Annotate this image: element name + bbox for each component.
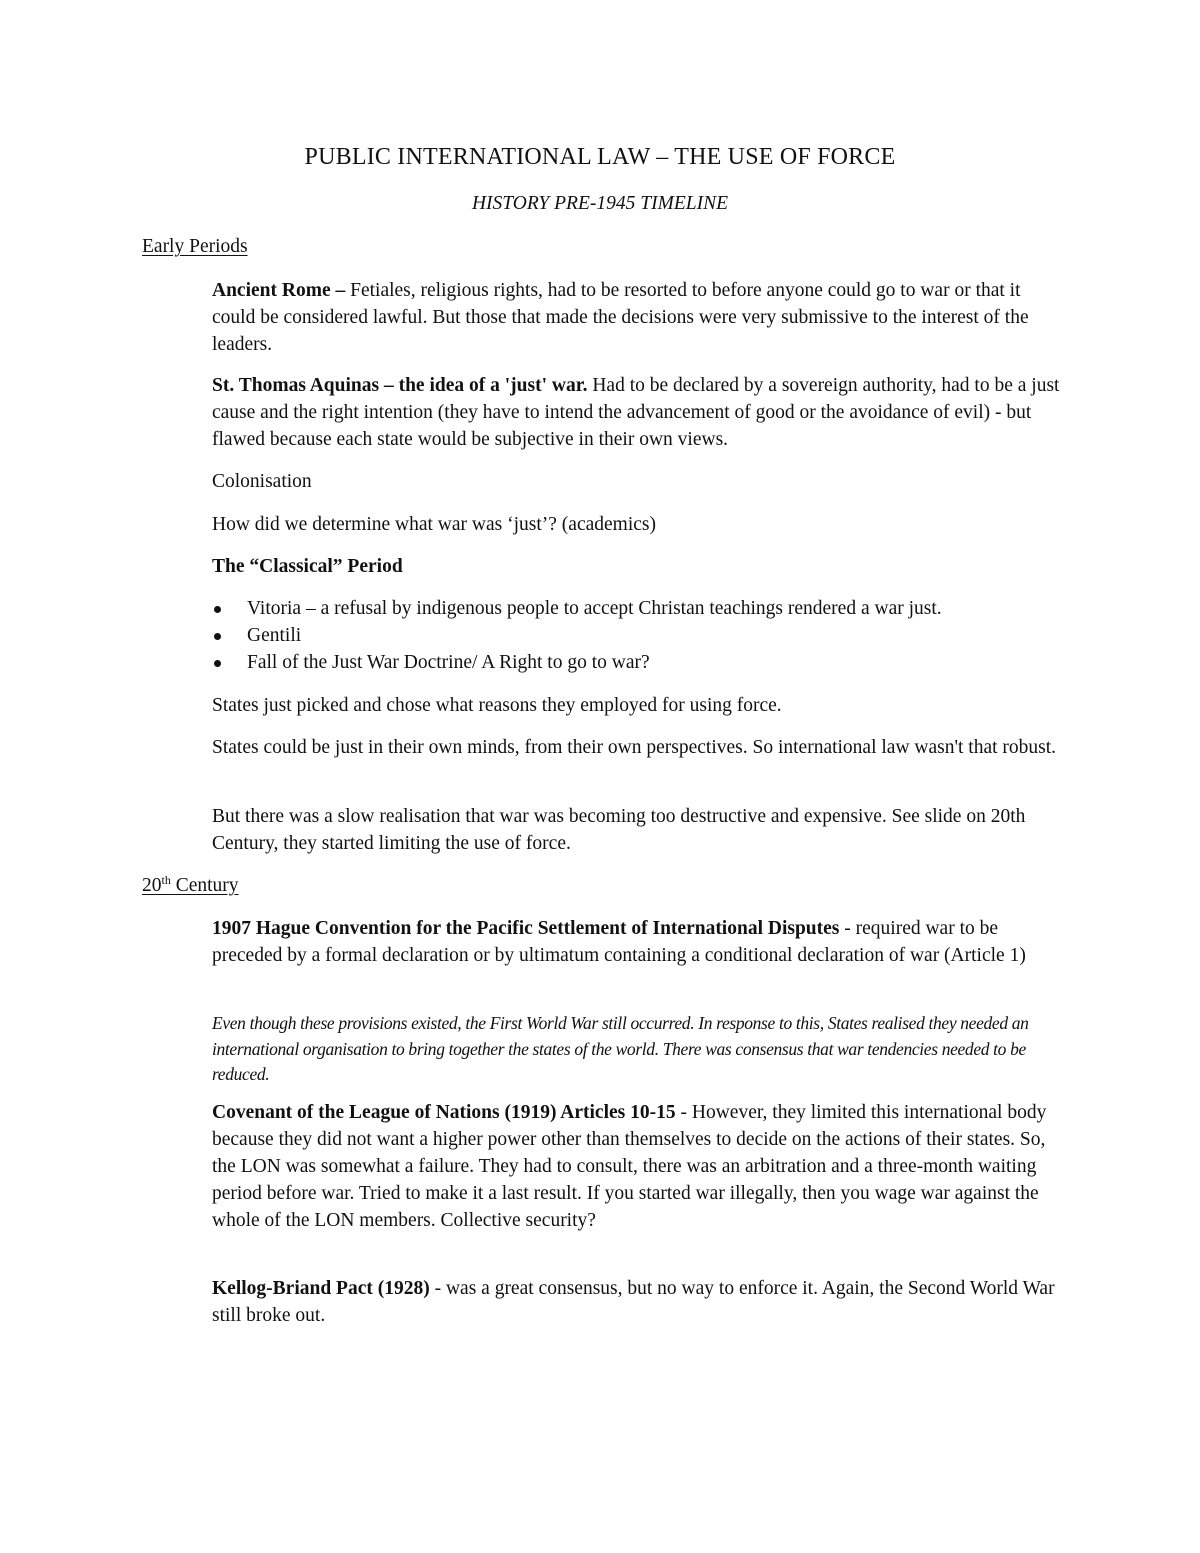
section-heading-20th-century	[142, 872, 239, 899]
paragraph-aquinas	[212, 372, 1062, 453]
classical-period-label: The “Classical” Period	[212, 556, 403, 577]
classical-period-list	[212, 595, 1062, 676]
paragraph-league-of-nations	[212, 1099, 1062, 1234]
paragraph-slow-realisation: But there was a slow realisation that war was becoming too destructive and expensive. See slide on 20th Century, they started limiting the use of force.	[212, 806, 1026, 854]
paragraph-hague-convention	[212, 915, 1062, 969]
document-subtitle: HISTORY PRE-1945 TIMELINE	[471, 193, 729, 214]
text-ancient-rome: Fetiales, religious rights, had to be resorted to before anyone could go to war or that it could be considered lawful. But those that made the decisions were very submissive to the interest of the leaders.	[212, 280, 1029, 355]
bullet-icon	[214, 660, 221, 667]
term-ancient-rome: Ancient Rome –	[212, 280, 346, 301]
bullet-icon	[214, 606, 221, 613]
paragraph-just-war-question: How did we determine what war was ‘just’? (academics)	[212, 514, 656, 535]
paragraph-kellogg-briand	[212, 1275, 1062, 1329]
text-kellogg-briand: - was a great consensus, but no way to enforce it. Again, the Second World War still broke out.	[212, 1278, 1055, 1326]
text-hague-convention: - required war to be preceded by a formal declaration or by ultimatum containing a conditional declaration of war (Article 1)	[212, 918, 1026, 966]
term-league-of-nations: Covenant of the League of Nations (1919) Articles 10-15	[212, 1102, 676, 1123]
term-hague-convention: 1907 Hague Convention for the Pacific Settlement of International Disputes	[212, 918, 840, 939]
list-item	[212, 595, 1062, 622]
list-item-text: Fall of the Just War Doctrine/ A Right to go to war?	[247, 652, 650, 673]
heading-number: 20	[142, 875, 162, 896]
bullet-icon	[214, 633, 221, 640]
list-item	[212, 622, 1062, 649]
document-title: PUBLIC INTERNATIONAL LAW – THE USE OF FORCE	[304, 144, 896, 170]
heading-text: Century	[170, 875, 239, 896]
paragraph-states-just: States could be just in their own minds, from their own perspectives. So international law wasn't that robust.	[212, 737, 1057, 758]
term-kellogg-briand: Kellog-Briand Pact (1928)	[212, 1278, 430, 1299]
section-heading-early-periods: Early Periods	[142, 236, 248, 257]
text-league-of-nations: - However, they limited this international body because they did not want a higher power other than themselves to decide on the actions of their states. So, the LON was somewhat a failure. They had to consult, there was an arbitration and a three-month waiting period before war. Tried to make it a last result. If you started war illegally, then you wage war against the whole of the LON members. Collective security?	[212, 1102, 1047, 1231]
paragraph-states-picked: States just picked and chose what reasons they employed for using force.	[212, 695, 782, 716]
subheading-classical-period	[212, 553, 1062, 580]
list-item-text: Vitoria – a refusal by indigenous people to accept Christan teachings rendered a war just.	[247, 598, 942, 619]
heading-superscript: th	[161, 873, 171, 887]
paragraph-italic-note: Even though these provisions existed, the First World War still occurred. In response to this, States realised they needed an international organisation to bring together the states of the world. There was consensus that war tendencies needed to be reduced.	[212, 1013, 1029, 1084]
term-aquinas: St. Thomas Aquinas – the idea of a 'just' war.	[212, 375, 588, 396]
paragraph-colonisation: Colonisation	[212, 471, 312, 492]
paragraph-ancient-rome	[212, 277, 1062, 358]
list-item	[212, 649, 1062, 676]
list-item-text: Gentili	[247, 625, 302, 646]
text-aquinas: Had to be declared by a sovereign authority, had to be a just cause and the right intention (they have to intend the advancement of good or the avoidance of evil) - but flawed because each state would be subjective in their own views.	[212, 375, 1060, 450]
